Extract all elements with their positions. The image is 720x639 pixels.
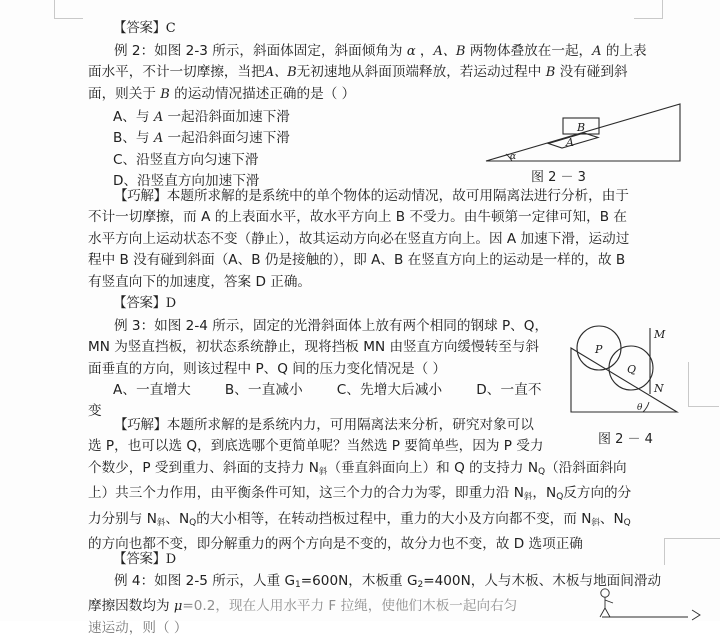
example-2-lead-2: ， (415, 43, 434, 59)
answer-3-value: D (165, 552, 177, 567)
answer-line-3 (113, 549, 176, 570)
solution-3-line-2: 选 P，也可以选 Q，到底选哪个更简单呢？当然选 P 要简单些，因为 P 受力 (88, 438, 544, 455)
force-arrow (692, 610, 700, 620)
example-4-text-1a: 例 4：如图 2-5 所示，人重 G (114, 573, 296, 589)
answer-tag: 【答案】 (113, 20, 166, 36)
angle-symbol: α (406, 44, 416, 59)
n-subscript-q-4: Q (623, 517, 631, 528)
n-subscript-incline-2: 斜 (523, 492, 533, 503)
answer-line-1 (113, 18, 176, 39)
example-3-line-3: 面垂直的方向，则该过程中 P、Q 间的压力变化情况是（ ） (88, 360, 447, 377)
solution-3-text-1: 本题所求解的是系统内力，可用隔离法来分析，研究对象可以 (166, 417, 534, 433)
figure-2-5 (596, 586, 720, 622)
solution-3-text-3b: （垂直斜面向上）和 Q 的支持力 N (327, 460, 538, 476)
example-3-option-b: B、一直减小 (224, 382, 303, 398)
option-d-text: 沿竖直方向加速下滑 (137, 173, 260, 190)
example-2-line-2e: 没有碰到斜 (555, 64, 628, 81)
body-a: A (592, 44, 602, 59)
option-a (113, 107, 290, 128)
block-b-label: B (577, 121, 586, 134)
n-subscript-incline: 斜 (318, 467, 328, 477)
solution-3-tag: 【巧解】 (114, 417, 167, 433)
solution-3-top (88, 415, 568, 458)
n-subscript-q-2: Q (556, 492, 564, 503)
option-a-pre: 与 (135, 109, 154, 125)
figure-2-4-caption: 图 2 － 4 (598, 432, 653, 447)
example-2-line-2a: 面水平，不计一切摩擦，当把 (88, 64, 265, 81)
figure-2-3-drawing (480, 98, 695, 170)
figure-2-4-drawing (565, 312, 715, 424)
option-b-pre: 与 (135, 130, 154, 147)
option-b-var: A (153, 131, 164, 147)
solution-3-text-5b: 、N (165, 510, 190, 527)
solution-2-line-3: 水平方向上运动状态不变（静止），故其运动方向必在竖直方向上。因 A 加速下滑，运动过 (88, 230, 630, 247)
example-3-option-d: D、一直不 (476, 382, 542, 398)
solution-2-line-2: 不计一切摩擦，而 A 的上表面水平，故水平方向上 B 不受力。由牛顿第一定律可知，B 在 (88, 209, 627, 226)
solution-3-line-5 (88, 509, 688, 534)
solution-2-line-1 (88, 186, 688, 207)
solution-3-text-3a: 个数少，P 受到重力、斜面的支持力 N (88, 460, 319, 476)
answer-2-tag: 【答案】 (113, 295, 166, 311)
solution-2-line-5: 有竖直向下的加速度，答案 D 正确。 (88, 273, 312, 290)
crop-mark-top-right (634, 0, 663, 19)
example-3-option-c: C、先增大后减小 (336, 382, 443, 398)
example-4-text-1c: =400N，人与木板、木板与地面间滑动 (423, 573, 662, 589)
n-subscript-q: Q (538, 467, 546, 477)
board-label-m: M (654, 328, 666, 341)
n-subscript-q-3: Q (189, 517, 197, 528)
solution-3-line-6: 的方向也都不变，即分解重力的两个方向是不变的，故分力也不变，故 D 选项正确 (88, 536, 583, 553)
answer-3-tag: 【答案】 (113, 551, 166, 567)
solution-2 (88, 186, 688, 293)
example-4-text-2a: 摩擦因数均为 (88, 598, 174, 615)
example-2-line-1 (88, 41, 688, 62)
example-3-stem (88, 316, 568, 380)
solution-3-line-3 (88, 458, 688, 483)
solution-3-text-3c: （沿斜面斜向 (545, 460, 627, 476)
example-2-line-3a: 面，则关于 (88, 85, 161, 102)
example-3-options (113, 380, 542, 401)
example-2-options (113, 107, 290, 193)
figure-2-3-caption: 图 2 － 3 (531, 170, 586, 185)
g-subscript-2: 2 (417, 580, 424, 590)
example-4-text-2b: =0.2，现在人用水平力 F 拉绳，使他们木板一起向右匀 (182, 598, 518, 615)
option-c (113, 150, 290, 171)
option-b-key: B、 (113, 130, 136, 147)
solution-3-text-5a: 力分别与 N (88, 510, 157, 527)
solution-2-line-4: 程中 B 没有碰到斜面（A、B 仍是接触的），即 A、B 在竖直方向上的运动是一样的，故 B (88, 252, 626, 269)
example-2-line-3c: 的运动情况描述正确的是（ ） (169, 85, 356, 102)
crop-mark-top-left (54, 0, 83, 19)
example-2-line-2 (88, 62, 688, 83)
figure-2-5-drawing (596, 586, 720, 622)
option-b-text: 一起沿斜面匀速下滑 (163, 130, 290, 147)
example-3-line-2: MN 为竖直挡板，初状态系统静止，现将挡板 MN 由竖直方向缓慢转至与斜 (88, 339, 539, 356)
n-subscript-incline-3: 斜 (156, 517, 166, 528)
angle-label-theta: θ (637, 403, 643, 413)
option-d-key: D、 (113, 173, 138, 190)
solution-3-text-4c: 反方向的分 (563, 485, 632, 502)
answer-2-value: D (165, 296, 177, 311)
option-c-key: C、 (113, 151, 137, 168)
example-4-text-1b: =600N，木板重 G (300, 573, 418, 589)
solution-3-text-4a: 上）共三个力作用，由平衡条件可知，这三个力的合力为零，即重力沿 N (88, 485, 524, 502)
block-a-label: A (566, 136, 574, 149)
option-a-key: A、 (113, 109, 136, 125)
example-2-line-2c: 无初速地从斜面顶端释放，若运动过程中 (296, 64, 546, 81)
solution-2-tag: 【巧解】 (114, 188, 167, 204)
option-b (113, 128, 290, 149)
example-4-line-3: 速运动，则（ ） (88, 619, 188, 636)
example-2-stem (88, 41, 688, 105)
incline-wedge (571, 348, 677, 412)
answer-line-2 (113, 293, 176, 314)
option-c-text: 沿竖直方向匀速下滑 (136, 151, 259, 168)
body-b-2: B (160, 86, 170, 102)
figure-2-3 (480, 98, 695, 170)
example-3-options-wrap: 变 (88, 403, 102, 419)
n-subscript-incline-4: 斜 (591, 517, 600, 528)
solution-3-body (88, 458, 688, 556)
board-label-n: N (654, 382, 664, 395)
block-a (549, 133, 599, 149)
figure-2-4 (565, 312, 715, 424)
body-b: B (545, 65, 556, 81)
example-2-line-1-tail: 的上表 (601, 43, 647, 59)
example-2-lead: 例 2：如图 2-3 所示，斜面体固定，斜面倾角为 (114, 43, 407, 59)
solution-3-line-4 (88, 483, 688, 508)
block-b (563, 118, 599, 134)
example-3-line-1: 例 3：如图 2-4 所示，固定的光滑斜面体上放有两个相同的钢球 P、Q， (114, 318, 549, 334)
option-a-text: 一起沿斜面加速下滑 (163, 109, 290, 125)
angle-label-alpha: α (510, 152, 517, 162)
friction-coefficient-symbol: μ (173, 599, 183, 615)
solution-3-text-4b: ，N (532, 485, 557, 502)
bodies-ab: A、B (433, 44, 466, 59)
option-a-var: A (153, 110, 164, 125)
solution-3-line-1 (88, 415, 568, 436)
example-3-option-a: A、一直增大 (113, 382, 191, 398)
bodies-ab-2: A、B (264, 65, 297, 81)
example-2-line-1-rest: 两物体叠放在一起， (465, 43, 593, 59)
solution-3-text-5d: 、N (599, 510, 624, 527)
angle-arc-theta (643, 402, 649, 412)
g-subscript-1: 1 (295, 580, 301, 590)
solution-2-text-1: 本题所求解的是系统中的单个物体的运动情况，故可用隔离法进行分析，由于 (166, 188, 629, 204)
ball-q-label: Q (627, 363, 637, 376)
person-figure (600, 589, 613, 617)
ball-p-label: P (595, 343, 603, 356)
solution-3-text-5c: 的大小相等，在转动挡板过程中，重力的大小及方向都不变，而 N (196, 510, 592, 527)
answer-value: C (165, 21, 176, 36)
